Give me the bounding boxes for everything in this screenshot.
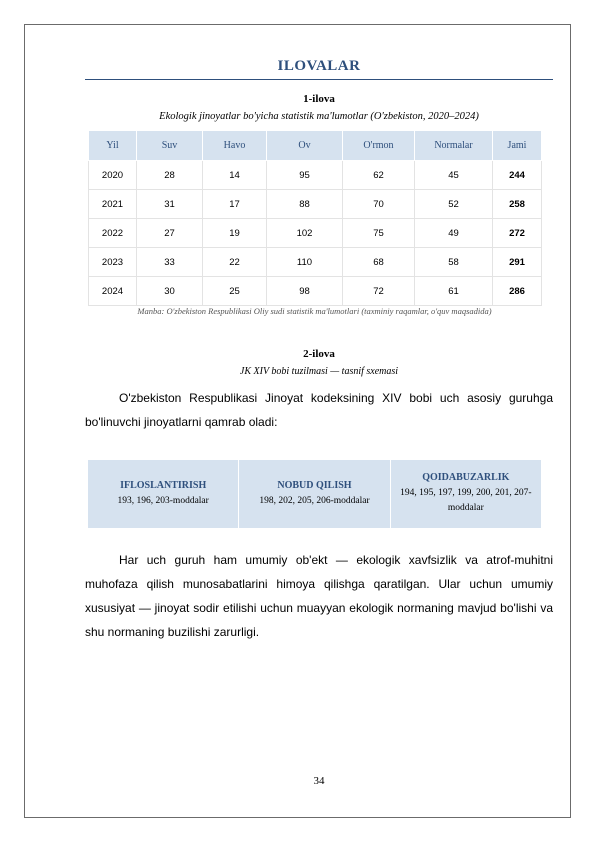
intro-paragraph — [85, 386, 553, 434]
table-header-row — [89, 131, 542, 161]
cell-year: 2022 — [89, 219, 137, 248]
table-row — [89, 161, 542, 190]
appendix1-caption: Ekologik jinoyatlar bo'yicha statistik ma'lumotlar (O'zbekiston, 2020–2024) — [159, 111, 479, 122]
group-box-destruction — [239, 460, 390, 528]
column-header-jami: Jami — [493, 131, 542, 161]
column-header-ormon: O'rmon — [343, 131, 415, 161]
group-box-violation — [391, 460, 541, 528]
cell-normalar: 45 — [415, 161, 493, 190]
column-header-normalar: Normalar — [415, 131, 493, 161]
cell-ov: 110 — [267, 248, 343, 277]
cell-ormon: 72 — [343, 277, 415, 306]
cell-suv: 30 — [137, 277, 203, 306]
table-row — [89, 277, 542, 306]
cell-havo: 14 — [203, 161, 267, 190]
cell-suv: 28 — [137, 161, 203, 190]
group-title: QOIDABUZARLIK — [422, 472, 510, 483]
page-number: 34 — [313, 775, 325, 787]
cell-normalar: 58 — [415, 248, 493, 277]
cell-havo: 17 — [203, 190, 267, 219]
group-articles: 194, 195, 197, 199, 200, 201, 207-moddalar — [400, 488, 532, 513]
cell-havo: 19 — [203, 219, 267, 248]
conclusion-paragraph — [85, 548, 553, 644]
heading-rule — [85, 79, 553, 80]
cell-ormon: 75 — [343, 219, 415, 248]
cell-suv: 27 — [137, 219, 203, 248]
cell-normalar: 52 — [415, 190, 493, 219]
cell-havo: 22 — [203, 248, 267, 277]
page-heading: ILOVALAR — [277, 58, 361, 74]
appendix2-caption: JK XIV bobi tuzilmasi — tasnif sxemasi — [239, 366, 399, 377]
statistics-table — [88, 130, 542, 306]
column-header-ov: Ov — [267, 131, 343, 161]
group-title: NOBUD QILISH — [277, 479, 352, 491]
cell-suv: 33 — [137, 248, 203, 277]
cell-year: 2021 — [89, 190, 137, 219]
cell-normalar: 49 — [415, 219, 493, 248]
cell-havo: 25 — [203, 277, 267, 306]
table-source-note: Manba: O'zbekiston Respublikasi Oliy sudi statistik ma'lumotlari (taxminiy raqamlar, o'quv maqsadida) — [137, 306, 492, 316]
cell-year: 2020 — [89, 161, 137, 190]
column-header-havo: Havo — [203, 131, 267, 161]
table-row — [89, 190, 542, 219]
cell-jami: 244 — [493, 161, 542, 190]
column-header-suv: Suv — [137, 131, 203, 161]
table-row — [89, 219, 542, 248]
cell-jami: 291 — [493, 248, 542, 277]
table-row — [89, 248, 542, 277]
cell-normalar: 61 — [415, 277, 493, 306]
column-header-year: Yil — [89, 131, 137, 161]
cell-year: 2023 — [89, 248, 137, 277]
classification-scheme — [88, 460, 541, 528]
cell-suv: 31 — [137, 190, 203, 219]
cell-jami: 286 — [493, 277, 542, 306]
cell-ormon: 62 — [343, 161, 415, 190]
cell-ov: 95 — [267, 161, 343, 190]
cell-ormon: 70 — [343, 190, 415, 219]
group-box-pollution — [88, 460, 239, 528]
cell-ov: 102 — [267, 219, 343, 248]
cell-jami: 258 — [493, 190, 542, 219]
group-title: IFLOSLANTIRISH — [120, 479, 207, 491]
cell-ov: 98 — [267, 277, 343, 306]
cell-jami: 272 — [493, 219, 542, 248]
cell-ormon: 68 — [343, 248, 415, 277]
conclusion-text: Har uch guruh ham umumiy ob'ekt — ekologik xavfsizlik va atrof-muhitni muhofaza qilish munosabatlarini himoya qilishga qaratilgan. Ular uchun umumiy xususiyat — jinoyat sodir etilishi uchun muayyan ekologik normaning mavjud bo'lishi va shu normaning buzilishi zarurligi. — [85, 553, 553, 639]
appendix2-label: 2-ilova — [303, 348, 335, 360]
intro-text: O'zbekiston Respublikasi Jinoyat kodeksining XIV bobi uch asosiy guruhga bo'linuvchi jinoyatlarni qamrab oladi: — [85, 391, 553, 429]
cell-year: 2024 — [89, 277, 137, 306]
group-articles: 193, 196, 203-moddalar — [117, 495, 209, 506]
cell-ov: 88 — [267, 190, 343, 219]
appendix1-label: 1-ilova — [303, 93, 335, 105]
group-articles: 198, 202, 205, 206-moddalar — [259, 495, 370, 506]
